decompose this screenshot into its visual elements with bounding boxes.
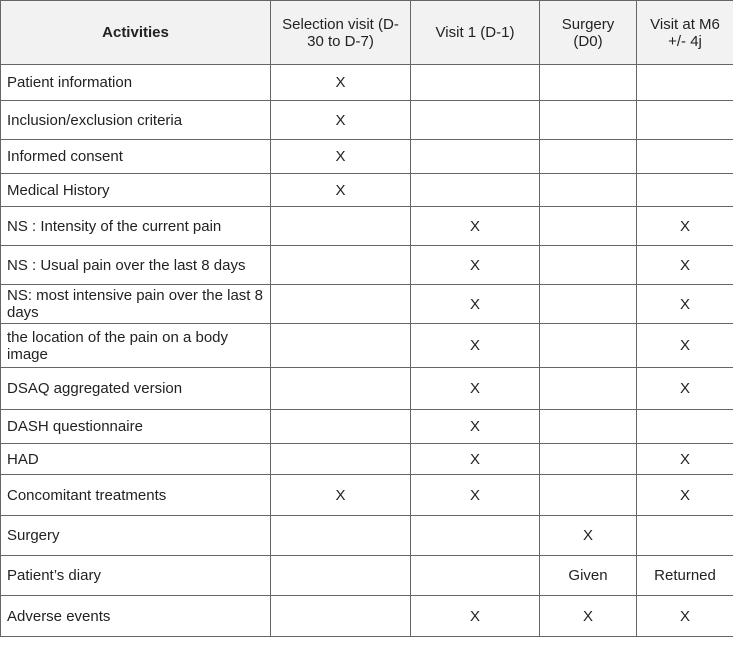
- schedule-cell: X: [271, 140, 411, 174]
- schedule-cell: [540, 475, 637, 516]
- schedule-cell: [637, 101, 733, 140]
- schedule-cell: [540, 101, 637, 140]
- schedule-cell: [411, 65, 540, 101]
- schedule-cell: X: [637, 368, 733, 410]
- schedule-cell: [271, 368, 411, 410]
- schedule-cell: X: [637, 475, 733, 516]
- schedule-cell: [540, 207, 637, 246]
- schedule-cell: [637, 65, 733, 101]
- schedule-cell: [411, 516, 540, 556]
- schedule-cell: [637, 174, 733, 207]
- column-header: Surgery (D0): [540, 1, 637, 65]
- header-row: [1, 1, 733, 65]
- activity-cell: Surgery: [1, 516, 271, 556]
- schedule-cell: X: [411, 246, 540, 285]
- table-row: [1, 65, 733, 101]
- table-row: [1, 101, 733, 140]
- schedule-cell: [271, 285, 411, 324]
- activity-cell: NS : Usual pain over the last 8 days: [1, 246, 271, 285]
- activity-cell: Inclusion/exclusion criteria: [1, 101, 271, 140]
- schedule-cell: X: [271, 475, 411, 516]
- activity-cell: Patient information: [1, 65, 271, 101]
- table-row: [1, 324, 733, 368]
- table-row: [1, 140, 733, 174]
- schedule-cell: X: [637, 324, 733, 368]
- schedule-cell: X: [540, 596, 637, 637]
- schedule-cell: X: [411, 444, 540, 475]
- schedule-cell: X: [411, 596, 540, 637]
- schedule-cell: [637, 410, 733, 444]
- table-row: [1, 410, 733, 444]
- schedule-cell: X: [637, 246, 733, 285]
- schedule-cell: [411, 556, 540, 596]
- activity-cell: Patient’s diary: [1, 556, 271, 596]
- schedule-cell: X: [637, 285, 733, 324]
- activity-cell: DSAQ aggregated version: [1, 368, 271, 410]
- schedule-cell: [271, 516, 411, 556]
- schedule-cell: [271, 324, 411, 368]
- table-row: [1, 596, 733, 637]
- activity-cell: the location of the pain on a body image: [1, 324, 271, 368]
- schedule-cell: Returned: [637, 556, 733, 596]
- schedule-cell: [271, 207, 411, 246]
- table-row: [1, 556, 733, 596]
- column-header: Visit at M6 +/- 4j: [637, 1, 733, 65]
- schedule-cell: X: [637, 596, 733, 637]
- column-header: Selection visit (D-30 to D-7): [271, 1, 411, 65]
- activity-cell: Adverse events: [1, 596, 271, 637]
- schedule-cell: [540, 285, 637, 324]
- table-row: [1, 174, 733, 207]
- schedule-cell: X: [637, 207, 733, 246]
- schedule-cell: [540, 246, 637, 285]
- schedule-cell: [271, 596, 411, 637]
- schedule-cell: X: [411, 207, 540, 246]
- activity-cell: NS : Intensity of the current pain: [1, 207, 271, 246]
- schedule-cell: X: [540, 516, 637, 556]
- table-row: [1, 207, 733, 246]
- table-row: [1, 285, 733, 324]
- schedule-cell: [637, 516, 733, 556]
- activity-cell: Concomitant treatments: [1, 475, 271, 516]
- schedule-cell: X: [271, 174, 411, 207]
- schedule-cell: [411, 174, 540, 207]
- schedule-cell: [271, 246, 411, 285]
- activity-cell: NS: most intensive pain over the last 8 days: [1, 285, 271, 324]
- schedule-cell: [540, 174, 637, 207]
- schedule-cell: Given: [540, 556, 637, 596]
- column-header: Visit 1 (D-1): [411, 1, 540, 65]
- schedule-cell: X: [411, 285, 540, 324]
- schedule-cell: [637, 140, 733, 174]
- column-header: Activities: [1, 1, 271, 65]
- schedule-cell: [540, 368, 637, 410]
- schedule-cell: [271, 444, 411, 475]
- table-row: [1, 475, 733, 516]
- schedule-cell: X: [637, 444, 733, 475]
- table-row: [1, 444, 733, 475]
- schedule-cell: [540, 324, 637, 368]
- schedule-cell: [540, 410, 637, 444]
- table-row: [1, 246, 733, 285]
- schedule-cell: X: [411, 324, 540, 368]
- schedule-cell: [540, 65, 637, 101]
- activity-cell: HAD: [1, 444, 271, 475]
- schedule-cell: X: [411, 475, 540, 516]
- schedule-cell: [411, 140, 540, 174]
- schedule-cell: X: [411, 410, 540, 444]
- schedule-cell: X: [411, 368, 540, 410]
- schedule-cell: [540, 140, 637, 174]
- schedule-cell: [271, 410, 411, 444]
- schedule-cell: [271, 556, 411, 596]
- schedule-cell: X: [271, 101, 411, 140]
- schedule-cell: [411, 101, 540, 140]
- activity-cell: Informed consent: [1, 140, 271, 174]
- table-row: [1, 516, 733, 556]
- schedule-cell: [540, 444, 637, 475]
- table-row: [1, 368, 733, 410]
- activity-cell: DASH questionnaire: [1, 410, 271, 444]
- activity-cell: Medical History: [1, 174, 271, 207]
- schedule-cell: X: [271, 65, 411, 101]
